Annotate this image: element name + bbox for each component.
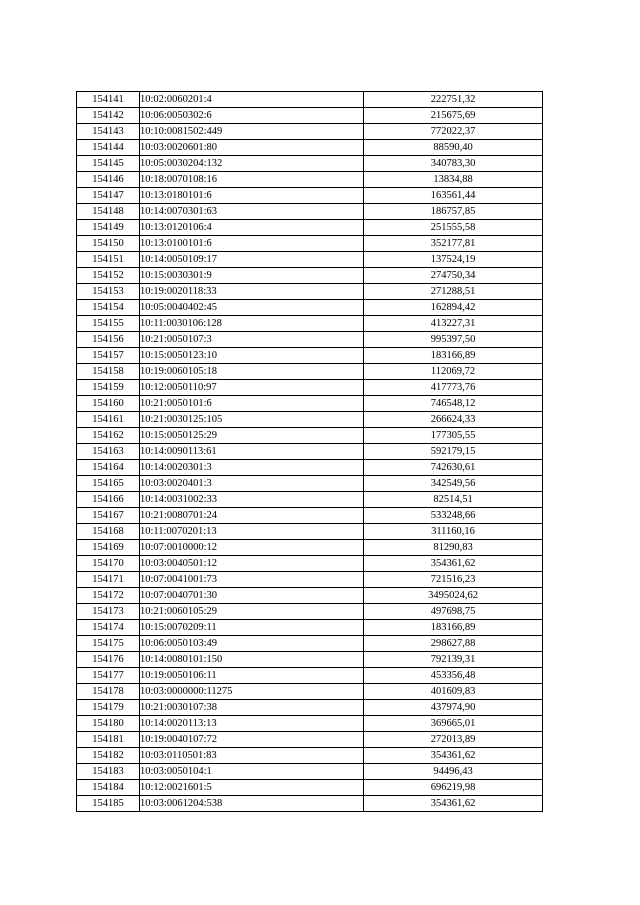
amount-cell: 533248,66	[364, 508, 543, 524]
cadastral-code-cell: 10:21:0030125:105	[140, 412, 364, 428]
record-number-cell: 154179	[77, 700, 140, 716]
record-number-cell: 154151	[77, 252, 140, 268]
record-number-cell: 154183	[77, 764, 140, 780]
cadastral-code-cell: 10:03:0040501:12	[140, 556, 364, 572]
amount-cell: 266624,33	[364, 412, 543, 428]
cadastral-code-cell: 10:07:0041001:73	[140, 572, 364, 588]
table-row	[77, 764, 543, 780]
table-row	[77, 684, 543, 700]
record-number-cell: 154180	[77, 716, 140, 732]
record-number-cell: 154173	[77, 604, 140, 620]
table-row	[77, 460, 543, 476]
record-number-cell: 154162	[77, 428, 140, 444]
amount-cell: 352177,81	[364, 236, 543, 252]
cadastral-code-cell: 10:14:0020301:3	[140, 460, 364, 476]
amount-cell: 137524,19	[364, 252, 543, 268]
amount-cell: 401609,83	[364, 684, 543, 700]
amount-cell: 81290,83	[364, 540, 543, 556]
table-row	[77, 220, 543, 236]
cadastral-code-cell: 10:05:0030204:132	[140, 156, 364, 172]
cadastral-code-cell: 10:19:0050106:11	[140, 668, 364, 684]
table-row	[77, 396, 543, 412]
table-row	[77, 348, 543, 364]
cadastral-code-cell: 10:07:0040701:30	[140, 588, 364, 604]
cadastral-code-cell: 10:21:0060105:29	[140, 604, 364, 620]
amount-cell: 13834,88	[364, 172, 543, 188]
table-row	[77, 332, 543, 348]
record-number-cell: 154160	[77, 396, 140, 412]
table-row	[77, 652, 543, 668]
record-number-cell: 154171	[77, 572, 140, 588]
amount-cell: 272013,89	[364, 732, 543, 748]
table-row	[77, 492, 543, 508]
amount-cell: 413227,31	[364, 316, 543, 332]
record-number-cell: 154152	[77, 268, 140, 284]
table-row	[77, 604, 543, 620]
amount-cell: 696219,98	[364, 780, 543, 796]
records-table	[76, 91, 543, 812]
cadastral-code-cell: 10:14:0090113:61	[140, 444, 364, 460]
record-number-cell: 154169	[77, 540, 140, 556]
amount-cell: 369665,01	[364, 716, 543, 732]
amount-cell: 746548,12	[364, 396, 543, 412]
table-row	[77, 204, 543, 220]
table-row	[77, 156, 543, 172]
record-number-cell: 154167	[77, 508, 140, 524]
record-number-cell: 154172	[77, 588, 140, 604]
record-number-cell: 154143	[77, 124, 140, 140]
amount-cell: 183166,89	[364, 620, 543, 636]
table-row	[77, 188, 543, 204]
cadastral-code-cell: 10:10:0081502:449	[140, 124, 364, 140]
cadastral-code-cell: 10:03:0020401:3	[140, 476, 364, 492]
table-row	[77, 636, 543, 652]
cadastral-code-cell: 10:03:0050104:1	[140, 764, 364, 780]
amount-cell: 354361,62	[364, 556, 543, 572]
table-row	[77, 556, 543, 572]
record-number-cell: 154149	[77, 220, 140, 236]
cadastral-code-cell: 10:18:0070108:16	[140, 172, 364, 188]
amount-cell: 3495024,62	[364, 588, 543, 604]
table-row	[77, 364, 543, 380]
table-row	[77, 428, 543, 444]
record-number-cell: 154154	[77, 300, 140, 316]
table-row	[77, 572, 543, 588]
table-row	[77, 140, 543, 156]
amount-cell: 453356,48	[364, 668, 543, 684]
record-number-cell: 154176	[77, 652, 140, 668]
table-row	[77, 732, 543, 748]
amount-cell: 222751,32	[364, 92, 543, 108]
record-number-cell: 154174	[77, 620, 140, 636]
cadastral-code-cell: 10:15:0030301:9	[140, 268, 364, 284]
cadastral-code-cell: 10:03:0110501:83	[140, 748, 364, 764]
amount-cell: 112069,72	[364, 364, 543, 380]
amount-cell: 162894,42	[364, 300, 543, 316]
table-row	[77, 316, 543, 332]
record-number-cell: 154142	[77, 108, 140, 124]
record-number-cell: 154157	[77, 348, 140, 364]
table-row	[77, 524, 543, 540]
amount-cell: 742630,61	[364, 460, 543, 476]
amount-cell: 340783,30	[364, 156, 543, 172]
record-number-cell: 154170	[77, 556, 140, 572]
cadastral-code-cell: 10:14:0031002:33	[140, 492, 364, 508]
table-row	[77, 284, 543, 300]
amount-cell: 186757,85	[364, 204, 543, 220]
record-number-cell: 154165	[77, 476, 140, 492]
cadastral-code-cell: 10:21:0050101:6	[140, 396, 364, 412]
table-row	[77, 700, 543, 716]
table-row	[77, 236, 543, 252]
cadastral-code-cell: 10:06:0050302:6	[140, 108, 364, 124]
cadastral-code-cell: 10:15:0070209:11	[140, 620, 364, 636]
amount-cell: 772022,37	[364, 124, 543, 140]
record-number-cell: 154178	[77, 684, 140, 700]
record-number-cell: 154156	[77, 332, 140, 348]
records-table-body	[77, 92, 543, 812]
amount-cell: 497698,75	[364, 604, 543, 620]
table-row	[77, 108, 543, 124]
table-row	[77, 668, 543, 684]
table-row	[77, 780, 543, 796]
record-number-cell: 154155	[77, 316, 140, 332]
cadastral-code-cell: 10:13:0100101:6	[140, 236, 364, 252]
amount-cell: 94496,43	[364, 764, 543, 780]
amount-cell: 592179,15	[364, 444, 543, 460]
amount-cell: 354361,62	[364, 748, 543, 764]
cadastral-code-cell: 10:11:0030106:128	[140, 316, 364, 332]
amount-cell: 274750,34	[364, 268, 543, 284]
table-row	[77, 172, 543, 188]
cadastral-code-cell: 10:12:0021601:5	[140, 780, 364, 796]
record-number-cell: 154144	[77, 140, 140, 156]
record-number-cell: 154184	[77, 780, 140, 796]
amount-cell: 721516,23	[364, 572, 543, 588]
cadastral-code-cell: 10:03:0000000:11275	[140, 684, 364, 700]
cadastral-code-cell: 10:03:0061204:538	[140, 796, 364, 812]
table-row	[77, 92, 543, 108]
cadastral-code-cell: 10:13:0180101:6	[140, 188, 364, 204]
cadastral-code-cell: 10:14:0070301:63	[140, 204, 364, 220]
record-number-cell: 154161	[77, 412, 140, 428]
table-row	[77, 588, 543, 604]
table-row	[77, 716, 543, 732]
record-number-cell: 154141	[77, 92, 140, 108]
cadastral-code-cell: 10:19:0060105:18	[140, 364, 364, 380]
table-row	[77, 124, 543, 140]
table-row	[77, 508, 543, 524]
cadastral-code-cell: 10:14:0050109:17	[140, 252, 364, 268]
record-number-cell: 154158	[77, 364, 140, 380]
cadastral-code-cell: 10:21:0050107:3	[140, 332, 364, 348]
amount-cell: 995397,50	[364, 332, 543, 348]
cadastral-code-cell: 10:02:0060201:4	[140, 92, 364, 108]
cadastral-code-cell: 10:19:0040107:72	[140, 732, 364, 748]
amount-cell: 437974,90	[364, 700, 543, 716]
amount-cell: 298627,88	[364, 636, 543, 652]
amount-cell: 311160,16	[364, 524, 543, 540]
amount-cell: 354361,62	[364, 796, 543, 812]
cadastral-code-cell: 10:15:0050123:10	[140, 348, 364, 364]
record-number-cell: 154185	[77, 796, 140, 812]
cadastral-code-cell: 10:03:0020601:80	[140, 140, 364, 156]
cadastral-code-cell: 10:15:0050125:29	[140, 428, 364, 444]
cadastral-code-cell: 10:21:0030107:38	[140, 700, 364, 716]
record-number-cell: 154175	[77, 636, 140, 652]
table-row	[77, 476, 543, 492]
record-number-cell: 154145	[77, 156, 140, 172]
amount-cell: 177305,55	[364, 428, 543, 444]
cadastral-code-cell: 10:11:0070201:13	[140, 524, 364, 540]
cadastral-code-cell: 10:05:0040402:45	[140, 300, 364, 316]
table-row	[77, 412, 543, 428]
cadastral-code-cell: 10:12:0050110:97	[140, 380, 364, 396]
amount-cell: 215675,69	[364, 108, 543, 124]
amount-cell: 183166,89	[364, 348, 543, 364]
record-number-cell: 154166	[77, 492, 140, 508]
amount-cell: 163561,44	[364, 188, 543, 204]
amount-cell: 88590,40	[364, 140, 543, 156]
table-row	[77, 444, 543, 460]
record-number-cell: 154147	[77, 188, 140, 204]
table-row	[77, 380, 543, 396]
cadastral-code-cell: 10:21:0080701:24	[140, 508, 364, 524]
cadastral-code-cell: 10:14:0080101:150	[140, 652, 364, 668]
amount-cell: 82514,51	[364, 492, 543, 508]
cadastral-code-cell: 10:06:0050103:49	[140, 636, 364, 652]
record-number-cell: 154163	[77, 444, 140, 460]
record-number-cell: 154181	[77, 732, 140, 748]
table-row	[77, 268, 543, 284]
record-number-cell: 154153	[77, 284, 140, 300]
amount-cell: 251555,58	[364, 220, 543, 236]
record-number-cell: 154182	[77, 748, 140, 764]
record-number-cell: 154168	[77, 524, 140, 540]
cadastral-code-cell: 10:19:0020118:33	[140, 284, 364, 300]
record-number-cell: 154159	[77, 380, 140, 396]
amount-cell: 417773,76	[364, 380, 543, 396]
record-number-cell: 154177	[77, 668, 140, 684]
table-row	[77, 796, 543, 812]
cadastral-code-cell: 10:14:0020113:13	[140, 716, 364, 732]
amount-cell: 792139,31	[364, 652, 543, 668]
record-number-cell: 154148	[77, 204, 140, 220]
cadastral-code-cell: 10:07:0010000:12	[140, 540, 364, 556]
table-row	[77, 620, 543, 636]
table-row	[77, 252, 543, 268]
amount-cell: 271288,51	[364, 284, 543, 300]
record-number-cell: 154150	[77, 236, 140, 252]
record-number-cell: 154146	[77, 172, 140, 188]
cadastral-code-cell: 10:13:0120106:4	[140, 220, 364, 236]
record-number-cell: 154164	[77, 460, 140, 476]
table-row	[77, 300, 543, 316]
amount-cell: 342549,56	[364, 476, 543, 492]
table-row	[77, 540, 543, 556]
table-row	[77, 748, 543, 764]
